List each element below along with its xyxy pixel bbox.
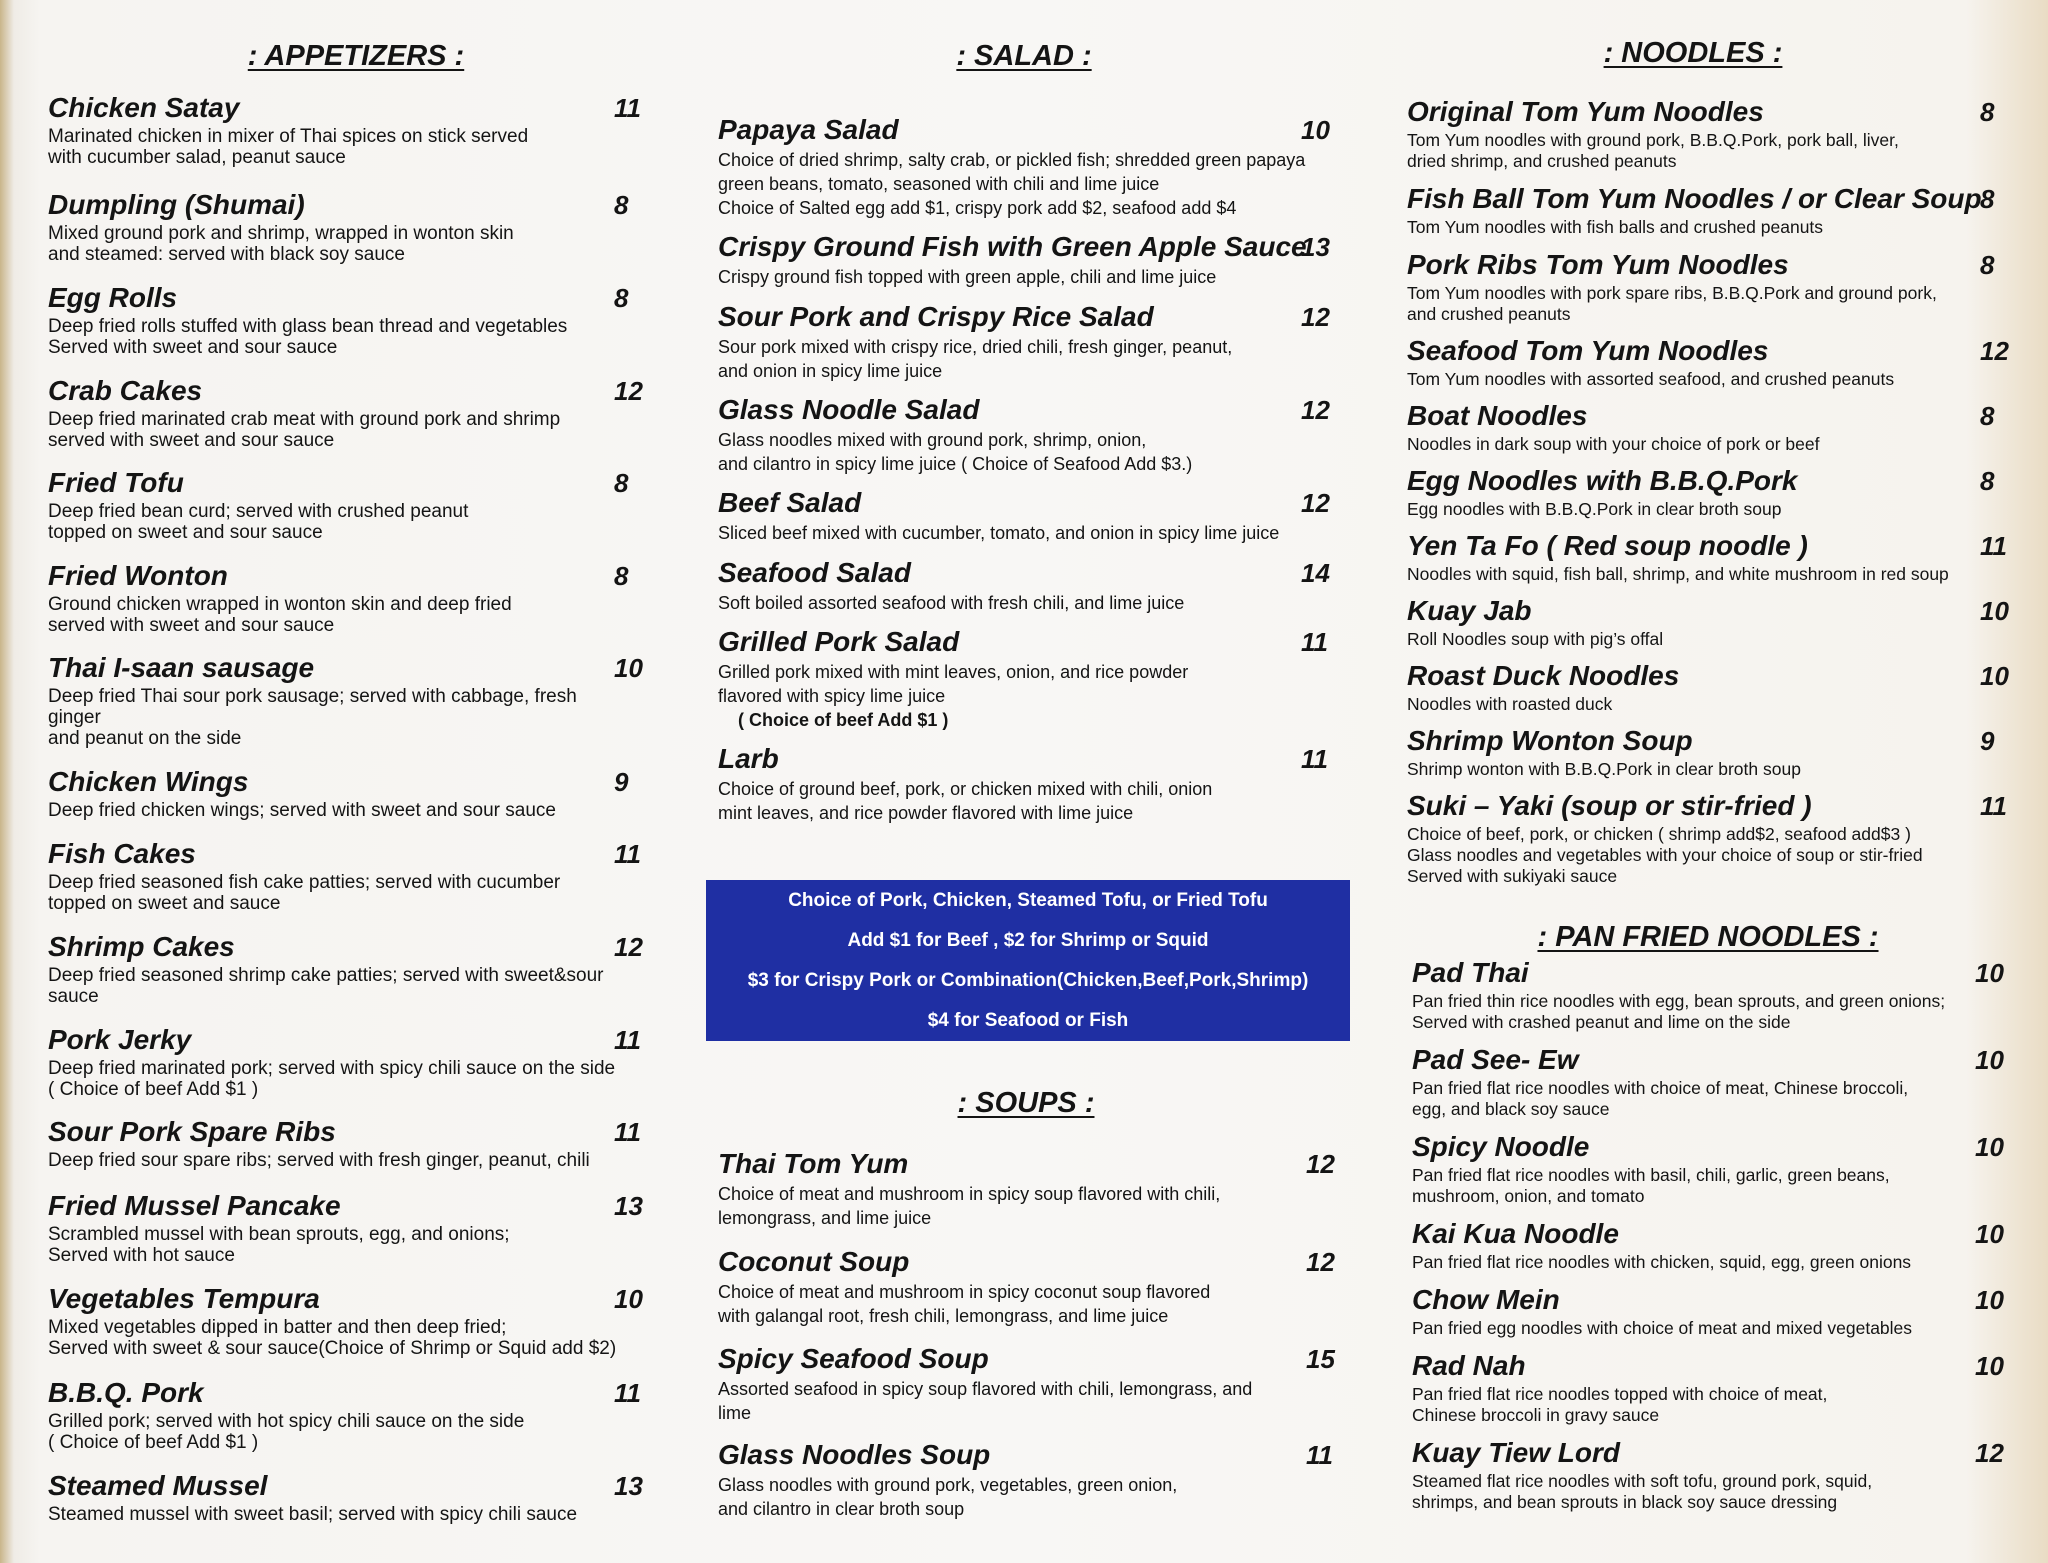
item-name: Spicy Seafood Soup [718,1343,989,1374]
heading-noodles: : NOODLES : [1603,37,1783,69]
item-description [1412,1252,1911,1273]
item-name: Chicken Satay [48,92,240,123]
item-name: Fried Wonton [48,560,228,591]
menu-item [1407,335,2009,390]
description-line: Shrimp wonton with B.B.Q.Pork in clear broth soup [1407,759,1801,779]
item-price: 12 [614,932,643,962]
item-name: Shrimp Cakes [48,931,235,962]
heading-salad: : SALAD : [956,40,1092,72]
menu-item [1412,957,2004,1033]
item-description [1407,130,1899,172]
description-line: Pan fried flat rice noodles with choice of meat, Chinese broccoli, [1412,1078,1909,1098]
description-line: Pan fried egg noodles with choice of meat and mixed vegetables [1412,1318,1913,1338]
menu-item [1407,725,1995,780]
description-line: Pan fried flat rice noodles with chicken, squid, egg, green onions [1412,1252,1912,1272]
item-description [718,591,1184,615]
description-line: with cucumber salad, peanut sauce [48,147,346,168]
item-description [1412,1318,1912,1339]
item-name: Pad Thai [1412,957,1529,988]
menu-item [48,560,629,636]
item-name: Chicken Wings [48,766,249,797]
item-description [718,1377,1252,1425]
description-line: Served with crashed peanut and lime on the side [1412,1012,1791,1032]
item-name: Rad Nah [1412,1350,1526,1381]
description-line: lemongrass, and lime juice [718,1208,932,1228]
description-line: Noodles with roasted duck [1407,694,1613,714]
item-description [48,501,468,543]
item-price: 8 [1980,250,1995,280]
menu-item [718,487,1330,545]
menu-item [718,301,1330,383]
choice-line: $4 for Seafood or Fish [927,1009,1129,1031]
description-line: Deep fried chicken wings; served with sweet and sour sauce [48,800,556,821]
menu-item [1412,1044,2004,1120]
description-line: Choice of meat and mushroom in spicy soup flavored with chili, [718,1184,1221,1204]
item-name: Dumpling (Shumai) [48,189,305,220]
item-price: 10 [1980,596,2009,626]
menu-item [1407,400,1995,455]
item-name: B.B.Q. Pork [48,1377,204,1408]
description-line: Roll Noodles soup with pig’s offal [1407,629,1664,649]
description-line: Sour pork mixed with crispy rice, dried chili, fresh ginger, peanut, [718,337,1233,357]
description-line: Marinated chicken in mixer of Thai spices on stick served [48,126,529,147]
menu-item [48,1024,641,1100]
description-line: Grilled pork; served with hot spicy chili sauce on the side [48,1411,525,1432]
item-name: Suki – Yaki (soup or stir-fried ) [1407,790,1812,821]
item-price: 11 [614,839,641,869]
menu-item [48,1377,641,1453]
item-name: Steamed Mussel [48,1470,268,1501]
item-description [1407,629,1663,650]
menu-item [48,1116,641,1171]
menu-item [1407,660,2009,715]
item-description [48,126,528,168]
item-price: 12 [1301,488,1330,518]
description-line: Crispy ground fish topped with green apple, chili and lime juice [718,267,1217,287]
menu-item [48,282,629,358]
item-description [48,223,514,265]
item-price: 8 [1980,401,1995,431]
item-description [718,265,1307,289]
item-description [48,965,604,1007]
menu-item [48,92,641,168]
description-line: and crushed peanuts [1407,304,1571,324]
item-price: 8 [614,561,629,591]
item-description [48,1504,577,1525]
item-price: 12 [1306,1247,1335,1277]
description-line: Glass noodles with ground pork, vegetables, green onion, [718,1475,1178,1495]
item-description [718,521,1279,545]
item-price: 11 [614,93,641,123]
description-line: Glass noodles and vegetables with your choice of soup or stir-fried [1407,845,1923,865]
item-description [48,686,577,749]
description-line: Deep fried rolls stuffed with glass bean thread and vegetables [48,316,568,337]
description-line: Tom Yum noodles with pork spare ribs, B.B.Q.Pork and ground pork, [1407,283,1937,303]
item-name: Pad See- Ew [1412,1044,1579,1075]
item-price: 10 [614,653,643,683]
description-line: Deep fried bean curd; served with crushed peanut [48,501,469,522]
description-line: Assorted seafood in spicy soup flavored with chili, lemongrass, and [718,1379,1253,1399]
item-description [48,409,560,451]
description-line: Tom Yum noodles with ground pork, B.B.Q.Pork, pork ball, liver, [1407,130,1899,150]
item-price: 10 [1301,115,1330,145]
item-description [1407,369,1894,390]
menu-item [718,114,1330,220]
menu-item [1407,465,1995,520]
description-line: topped on sweet and sauce [48,893,281,914]
menu-item [718,1148,1335,1230]
description-line: Noodles with squid, fish ball, shrimp, and white mushroom in red soup [1407,564,1949,584]
item-name: Original Tom Yum Noodles [1407,96,1764,127]
item-name: Boat Noodles [1407,400,1588,431]
description-line: Choice of Salted egg add $1, crispy pork add $2, seafood add $4 [718,198,1237,218]
menu-item [1407,790,2007,887]
description-line: shrimps, and bean sprouts in black soy sauce dressing [1412,1492,1838,1512]
description-line: ( Choice of beef Add $1 ) [48,1432,259,1453]
description-line: and cilantro in clear broth soup [718,1499,965,1519]
description-line: mushroom, onion, and tomato [1412,1186,1645,1206]
description-line: with galangal root, fresh chili, lemongrass, and lime juice [718,1306,1169,1326]
item-description [1407,499,1797,520]
item-note: ( Choice of beef Add $1 ) [738,710,949,730]
description-line: Choice of beef, pork, or chicken ( shrimp add$2, seafood add$3 ) [1407,824,1911,844]
description-line: Ground chicken wrapped in wonton skin and deep fried [48,594,512,615]
description-line: and onion in spicy lime juice [718,361,943,381]
menu-item [718,231,1330,289]
menu-item [718,394,1330,476]
item-name: Crab Cakes [48,375,203,406]
item-price: 12 [1306,1149,1335,1179]
item-name: Fish Ball Tom Yum Noodles / or Clear Soup [1407,183,1982,214]
item-name: Beef Salad [718,487,862,518]
item-name: Thai Tom Yum [718,1148,909,1179]
description-line: dried shrimp, and crushed peanuts [1407,151,1677,171]
menu-item [1407,530,2007,585]
menu-item [48,1470,643,1525]
item-name: Fried Mussel Pancake [48,1190,341,1221]
item-description [48,872,560,914]
item-name: Papaya Salad [718,114,899,145]
item-price: 12 [1980,336,2009,366]
item-name: Fried Tofu [48,467,184,498]
item-description [48,1224,510,1266]
item-description [718,660,1188,732]
description-line: Deep fried Thai sour pork sausage; served with cabbage, fresh [48,686,577,707]
item-name: Kuay Jab [1407,595,1532,626]
item-name: Kai Kua Noodle [1412,1218,1619,1249]
item-name: Grilled Pork Salad [718,626,960,657]
menu-item [48,1283,643,1359]
item-description [1412,1078,1908,1120]
description-line: Tom Yum noodles with assorted seafood, and crushed peanuts [1407,369,1895,389]
item-description [48,316,567,358]
item-description [718,1182,1220,1230]
description-line: flavored with spicy lime juice [718,686,946,706]
item-price: 9 [614,767,629,797]
menu-item [48,838,641,914]
item-name: Yen Ta Fo ( Red soup noodle ) [1407,530,1808,561]
item-description [48,1411,524,1453]
item-name: Sour Pork Spare Ribs [48,1116,336,1147]
description-line: Steamed flat rice noodles with soft tofu, ground pork, squid, [1412,1471,1873,1491]
item-description [1407,694,1679,715]
item-name: Vegetables Tempura [48,1283,320,1314]
description-line: served with sweet and sour sauce [48,615,335,636]
description-line: Glass noodles mixed with ground pork, shrimp, onion, [718,430,1147,450]
item-name: Fish Cakes [48,838,196,869]
item-price: 8 [1980,184,1995,214]
item-price: 11 [1301,627,1328,657]
item-price: 14 [1301,558,1330,588]
protein-choice-box [706,880,1350,1041]
menu-item [1412,1350,2004,1426]
item-description [718,148,1305,220]
menu-item [718,626,1328,732]
choice-line: Choice of Pork, Chicken, Steamed Tofu, or Fried Tofu [788,889,1268,911]
item-name: Glass Noodle Salad [718,394,980,425]
item-description [48,800,556,821]
item-price: 8 [614,190,629,220]
menu-item [1412,1437,2004,1513]
description-line: Served with sukiyaki sauce [1407,866,1618,886]
item-price: 10 [614,1284,643,1314]
item-description [48,594,512,636]
menu-item [48,189,629,265]
heading-pan-fried-noodles: : PAN FRIED NOODLES : [1537,921,1879,953]
item-description [1407,759,1801,780]
description-line: Sliced beef mixed with cucumber, tomato, and onion in spicy lime juice [718,523,1280,543]
item-description [1412,1384,1827,1426]
item-price: 10 [1975,1045,2004,1075]
item-name: Egg Noodles with B.B.Q.Pork [1407,465,1798,496]
item-price: 10 [1975,958,2004,988]
description-line: Deep fried marinated crab meat with ground pork and shrimp [48,409,561,430]
description-line: and steamed: served with black soy sauce [48,244,405,265]
item-price: 8 [1980,97,1995,127]
description-line: Egg noodles with B.B.Q.Pork in clear broth soup [1407,499,1782,519]
description-line: ginger [48,707,101,728]
description-line: Served with sweet and sour sauce [48,337,338,358]
item-price: 10 [1975,1132,2004,1162]
description-line: Mixed vegetables dipped in batter and then deep fried; [48,1317,507,1338]
heading-appetizers: : APPETIZERS : [247,40,465,72]
item-description [718,335,1232,383]
description-line: served with sweet and sour sauce [48,430,335,451]
item-name: Pork Ribs Tom Yum Noodles [1407,249,1789,280]
item-price: 8 [1980,466,1995,496]
item-description [1407,217,1982,238]
item-price: 15 [1306,1344,1335,1374]
item-price: 11 [614,1378,641,1408]
menu-item [48,1190,643,1266]
description-line: Scrambled mussel with bean sprouts, egg, and onions; [48,1224,510,1245]
choice-line: Add $1 for Beef , $2 for Shrimp or Squid [847,929,1209,951]
menu-item [48,652,643,749]
item-price: 13 [614,1471,643,1501]
item-description [1407,283,1937,325]
item-price: 12 [1301,302,1330,332]
menu-item [1412,1218,2004,1273]
description-line: Choice of meat and mushroom in spicy coconut soup flavored [718,1282,1211,1302]
item-price: 13 [1301,232,1330,262]
description-line: and peanut on the side [48,728,242,749]
menu-item [48,766,629,821]
menu-item [1412,1131,2004,1207]
item-price: 11 [1980,791,2007,821]
description-line: Grilled pork mixed with mint leaves, onion, and rice powder [718,662,1189,682]
description-line: Served with sweet & sour sauce(Choice of Shrimp or Squid add $2) [48,1338,617,1359]
item-price: 11 [614,1117,641,1147]
description-line: sauce [48,986,99,1007]
menu-item [1407,183,1995,238]
item-description [718,428,1192,476]
item-price: 8 [614,468,629,498]
item-name: Chow Mein [1412,1284,1560,1315]
item-description [48,1058,615,1100]
description-line: Steamed mussel with sweet basil; served with spicy chili sauce [48,1504,578,1525]
menu-item [718,743,1328,825]
description-line: Pan fried flat rice noodles topped with choice of meat, [1412,1384,1828,1404]
menu-item [1407,595,2009,650]
item-name: Crispy Ground Fish with Green Apple Sauce [718,231,1307,262]
item-name: Thai I-saan sausage [48,652,315,683]
description-line: Pan fried flat rice noodles with basil, chili, garlic, green beans, [1412,1165,1890,1185]
item-description [1412,1471,1872,1513]
description-line: Deep fried seasoned shrimp cake patties; served with sweet&sour [48,965,604,986]
item-description [1412,991,1945,1033]
item-price: 10 [1975,1285,2004,1315]
item-name: Sour Pork and Crispy Rice Salad [718,301,1154,332]
item-name: Glass Noodles Soup [718,1439,991,1470]
item-description [718,1280,1210,1328]
menu-item [718,557,1330,615]
description-line: Soft boiled assorted seafood with fresh chili, and lime juice [718,593,1185,613]
item-price: 11 [614,1025,641,1055]
item-price: 11 [1980,531,2007,561]
menu-item [48,931,643,1007]
item-description [1412,1165,1890,1207]
description-line: Choice of ground beef, pork, or chicken mixed with chili, onion [718,779,1213,799]
item-name: Spicy Noodle [1412,1131,1590,1162]
item-description [48,1150,590,1171]
item-description [1407,434,1819,455]
item-name: Shrimp Wonton Soup [1407,725,1693,756]
description-line: Tom Yum noodles with fish balls and crushed peanuts [1407,217,1824,237]
item-price: 13 [614,1191,643,1221]
item-name: Roast Duck Noodles [1407,660,1680,691]
item-price: 11 [1306,1440,1333,1470]
item-price: 8 [614,283,629,313]
item-price: 12 [614,376,643,406]
item-description [718,777,1212,825]
description-line: Served with hot sauce [48,1245,235,1266]
description-line: mint leaves, and rice powder flavored with lime juice [718,803,1134,823]
description-line: Deep fried sour spare ribs; served with fresh ginger, peanut, chili [48,1150,590,1171]
item-price: 9 [1980,726,1995,756]
description-line: egg, and black soy sauce [1412,1099,1610,1119]
menu-item [718,1343,1335,1425]
menu-item [1412,1284,2004,1339]
description-line: Chinese broccoli in gravy sauce [1412,1405,1660,1425]
item-price: 12 [1301,395,1330,425]
item-description [48,1317,616,1359]
description-line: Deep fried marinated pork; served with spicy chili sauce on the side [48,1058,616,1079]
item-name: Seafood Salad [718,557,911,588]
item-price: 12 [1975,1438,2004,1468]
description-line: ( Choice of beef Add $1 ) [48,1079,259,1100]
description-line: and cilantro in spicy lime juice ( Choice of Seafood Add $3.) [718,454,1193,474]
item-description [1407,824,1923,887]
item-name: Kuay Tiew Lord [1412,1437,1620,1468]
description-line: Mixed ground pork and shrimp, wrapped in wonton skin [48,223,514,244]
description-line: Choice of dried shrimp, salty crab, or pickled fish; shredded green papaya [718,150,1306,170]
item-name: Larb [718,743,779,774]
menu-item [718,1439,1333,1521]
choice-line: $3 for Crispy Pork or Combination(Chicken,Beef,Pork,Shrimp) [747,969,1309,991]
description-line: green beans, tomato, seasoned with chili and lime juice [718,174,1160,194]
item-name: Seafood Tom Yum Noodles [1407,335,1769,366]
menu-item [1407,249,1995,325]
item-price: 10 [1975,1351,2004,1381]
item-price: 10 [1980,661,2009,691]
menu-item [48,375,643,451]
item-price: 10 [1975,1219,2004,1249]
menu-item [48,467,629,543]
item-description [1407,564,1949,585]
description-line: Pan fried thin rice noodles with egg, bean sprouts, and green onions; [1412,991,1946,1011]
menu-item [718,1246,1335,1328]
item-name: Pork Jerky [48,1024,192,1055]
description-line: Deep fried seasoned fish cake patties; served with cucumber [48,872,561,893]
item-price: 11 [1301,744,1328,774]
heading-soups: : SOUPS : [957,1087,1095,1119]
description-line: Noodles in dark soup with your choice of pork or beef [1407,434,1820,454]
description-line: topped on sweet and sour sauce [48,522,323,543]
item-name: Egg Rolls [48,282,178,313]
menu-item [1407,96,1995,172]
description-line: lime [718,1403,752,1423]
item-name: Coconut Soup [718,1246,910,1277]
item-description [718,1473,1177,1521]
